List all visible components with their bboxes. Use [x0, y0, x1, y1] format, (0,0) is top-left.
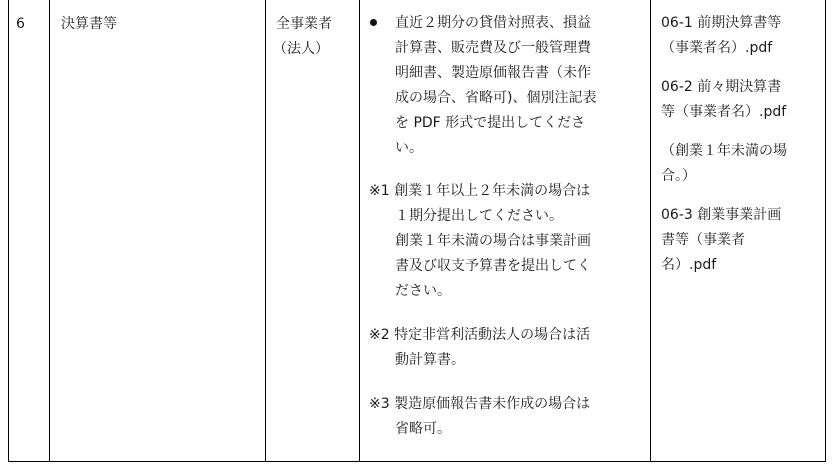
bullet-icon — [370, 19, 377, 26]
file-name-line: （事業者名）.pdf — [661, 40, 773, 56]
note-line: ※3 製造原価報告書未作成の場合は — [369, 396, 591, 412]
file-name-line: 06-2 前々期決算書 — [661, 79, 782, 95]
file-name-line: 06-3 創業事業計画 — [661, 207, 782, 223]
description-line: を PDF 形式で提出してくださ — [395, 115, 586, 131]
file-name-line: 合。） — [661, 168, 696, 184]
description-line: 明細書、製造原価報告書（未作 — [395, 65, 591, 81]
note-line: 創業１年未満の場合は事業計画 — [395, 233, 591, 249]
description-line: 計算書、販売費及び一般管理費 — [395, 40, 591, 56]
document-name: 決算書等 — [61, 16, 117, 32]
note-line: 省略可。 — [395, 421, 451, 437]
note-line: ※2 特定非営利活動法人の場合は活 — [369, 327, 591, 343]
note-line: 書及び収支予算書を提出してく — [395, 258, 591, 274]
file-name-line: 書等（事業者 — [661, 232, 745, 248]
note-line: ※1 創業１年以上２年未満の場合は — [369, 183, 591, 199]
note-line: ださい。 — [395, 283, 451, 299]
row-number: 6 — [16, 16, 25, 32]
file-name-line: （創業１年未満の場 — [661, 143, 787, 159]
file-name-line: 06-1 前期決算書等 — [661, 15, 782, 31]
file-name-line: 等（事業者名）.pdf — [661, 104, 787, 120]
document-requirements-table — [8, 0, 826, 462]
description-line: 成の場合、省略可)、個別注記表 — [395, 90, 597, 106]
table-row — [9, 0, 825, 461]
description-line: い。 — [395, 140, 423, 156]
file-name-line: 名）.pdf — [661, 257, 717, 273]
applicant-type: 全事業者 — [276, 16, 332, 32]
note-line: １期分提出してください。 — [395, 208, 563, 224]
applicant-subtype: （法人） — [273, 41, 329, 57]
note-line: 動計算書。 — [395, 352, 465, 368]
description-line: 直近２期分の貸借対照表、損益 — [395, 15, 591, 31]
